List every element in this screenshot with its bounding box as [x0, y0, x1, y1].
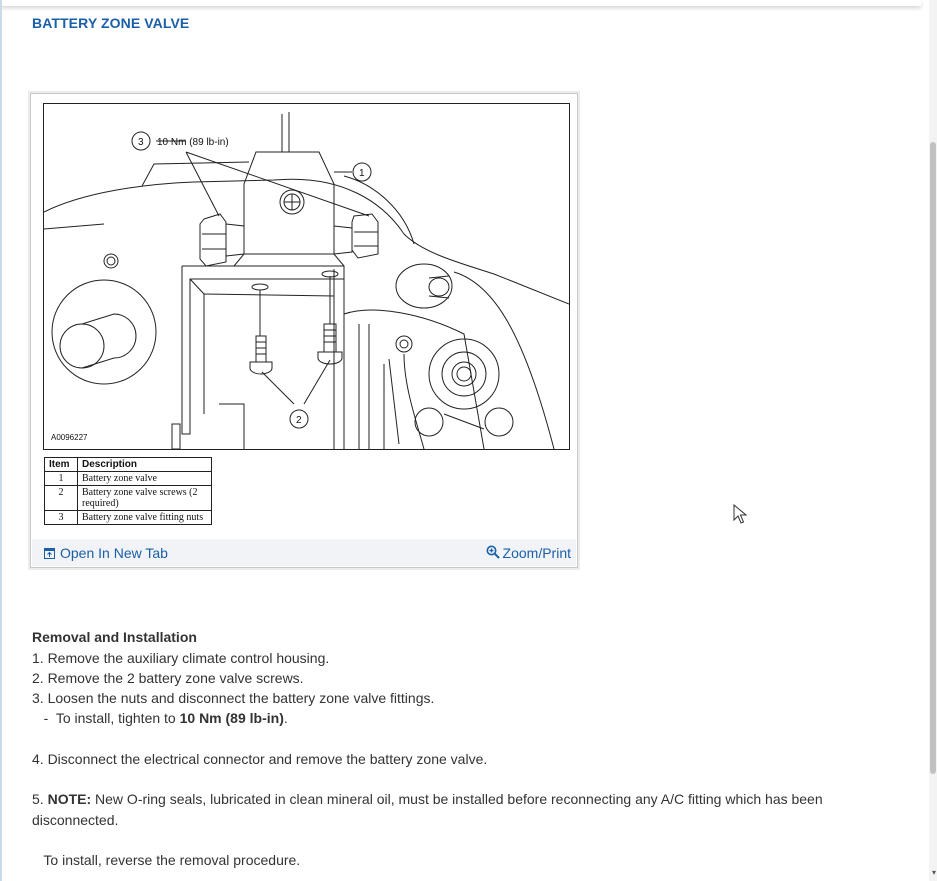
step-3: 3. Loosen the nuts and disconnect the battery zone valve fittings. — [32, 690, 435, 706]
step-1: 1. Remove the auxiliary climate control housing. — [32, 650, 330, 666]
scrollbar[interactable] — [929, 0, 937, 881]
legend-row — [45, 472, 212, 486]
diagram-illustration — [44, 104, 569, 449]
legend-item-number: 1 — [45, 472, 78, 486]
step-5-prefix: 5. — [32, 791, 48, 807]
open-in-new-tab-label: Open In New Tab — [60, 545, 168, 561]
step-3-torque-value: 10 Nm (89 lb-in) — [179, 710, 284, 726]
zoom-print-link[interactable] — [486, 545, 571, 562]
legend-item-number: 2 — [45, 486, 78, 511]
legend-item-description: Battery zone valve fitting nuts — [78, 511, 212, 525]
document-title: BATTERY ZONE VALVE — [32, 15, 190, 31]
final-instruction: To install, reverse the removal procedure. — [32, 852, 301, 868]
step-3-install-suffix: . — [283, 710, 288, 726]
step-5-note-text: New O-ring seals, lubricated in clean mineral oil, must be installed before reconnecting any A/C fitting which has been disconnected. — [32, 791, 823, 828]
legend-item-number: 3 — [45, 511, 78, 525]
legend-row — [45, 486, 212, 511]
legend-row — [45, 511, 212, 525]
legend-item-description: Battery zone valve — [78, 472, 212, 486]
section-heading: Removal and Installation — [32, 629, 197, 645]
battery-zone-valve-diagram — [43, 103, 570, 450]
open-in-new-tab-link[interactable] — [44, 545, 168, 562]
step-3-install-note — [32, 710, 288, 726]
diagram-id: A0096227 — [51, 433, 88, 442]
step-4: 4. Disconnect the electrical connector and remove the battery zone valve. — [32, 751, 488, 767]
step-3-install-prefix: - To install, tighten to — [32, 710, 180, 726]
scrollbar-thumb[interactable] — [930, 142, 936, 774]
step-5-note — [32, 789, 882, 831]
step-2: 2. Remove the 2 battery zone valve screws. — [32, 670, 304, 686]
callout-3-torque: 10 Nm (89 lb-in) — [157, 137, 229, 148]
mouse-pointer-icon — [733, 504, 747, 529]
figure-panel — [30, 93, 578, 568]
figure-toolbar — [32, 539, 576, 566]
step-5-note-label: NOTE: — [47, 791, 92, 807]
zoom-in-icon — [486, 545, 500, 562]
top-bar — [0, 0, 921, 6]
legend-item-description: Battery zone valve screws (2 required) — [78, 486, 212, 511]
legend-table — [44, 457, 212, 525]
left-edge-divider — [0, 0, 2, 881]
legend-header-description: Description — [78, 458, 212, 472]
scroll-down-arrow-icon[interactable]: ▾ — [931, 868, 936, 877]
callout-2: 2 — [296, 415, 302, 426]
callout-3: 3 — [138, 137, 144, 148]
open-in-new-tab-icon — [44, 546, 55, 562]
zoom-print-label: Zoom/Print — [502, 545, 571, 561]
callout-1: 1 — [359, 168, 365, 179]
legend-header-item: Item — [45, 458, 78, 472]
legend-header-row — [45, 458, 212, 472]
